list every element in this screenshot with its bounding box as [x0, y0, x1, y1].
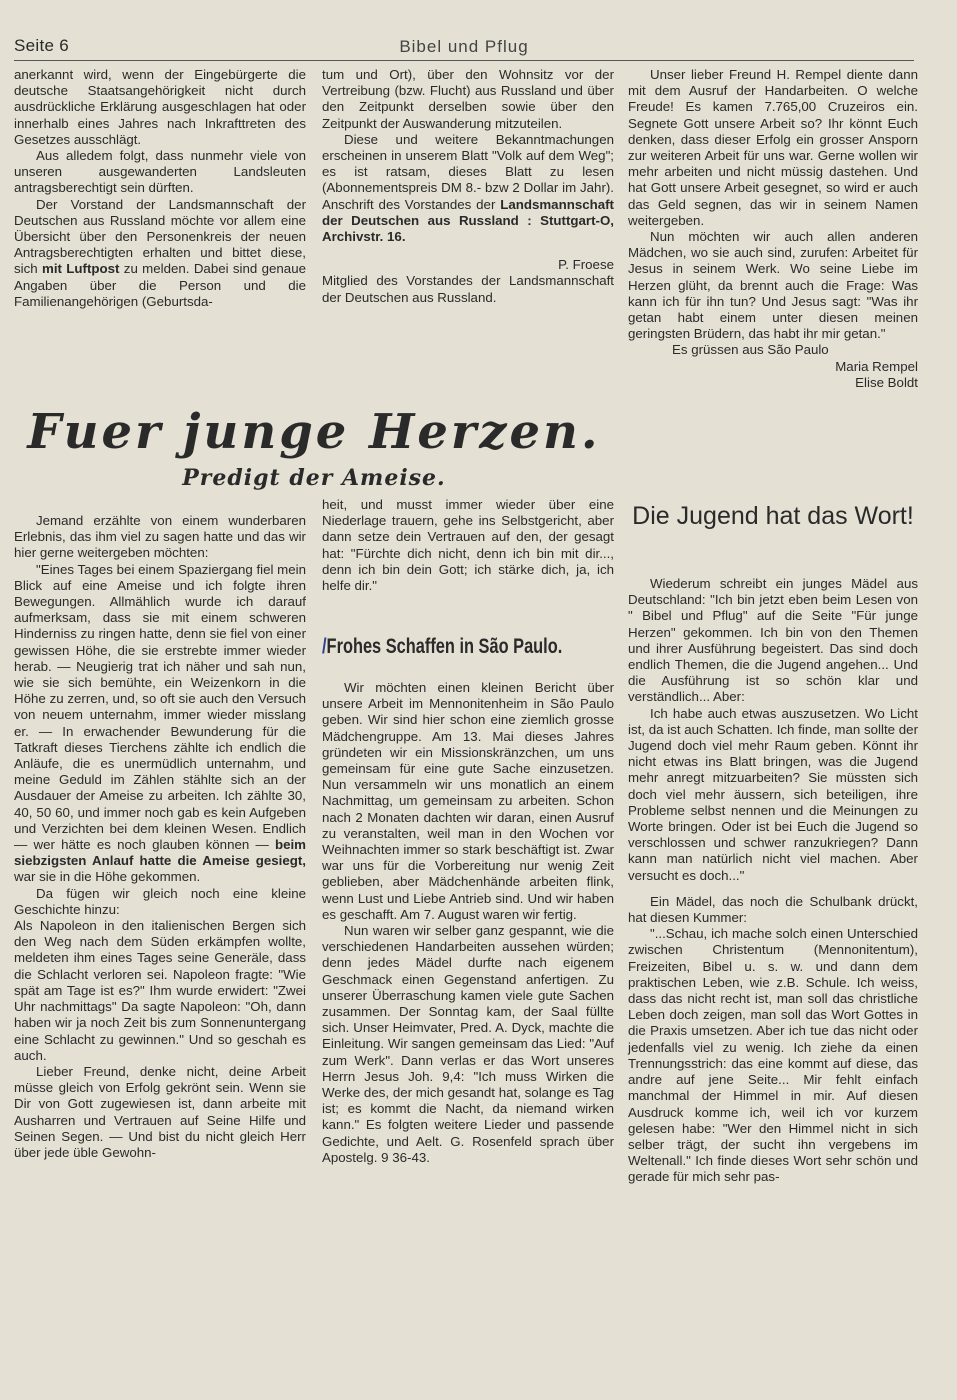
paragraph: Nun waren wir selber ganz gespannt, wie die verschiedenen Handarbeiten aussehen würden; denn jedes Mädel durfte nach eigenem Geschmack einen Gegenstand anfertigen. Zu unserer Überraschung kamen viele gute Sachen zusammen. Der Sonntag kam, der Saal füllte sich. Unser Heimvater, Pred. A. Dyck, machte die Einleitung. Wir sangen gemeinsam das Lied: "Auf zum Werk". Dann verlas er das Wort unseres Herrn Jesus Joh. 9,4: "Ich muss Wirken die Werke des, der mich gesandt hat, solange es Tag ist; es kommt die Nacht, da niemand wirken kann." Es folgten weitere Lieder und passende Gedichte, und Aelt. G. Rosenfeld sprach über Apostelg. 9 36-43.	[322, 923, 614, 1165]
paragraph: Aus alledem folgt, dass nunmehr viele von unseren ausgewanderten Landsleuten antragsberechtigt sein dürften.	[14, 148, 306, 196]
paragraph: Ich habe auch etwas auszusetzen. Wo Licht ist, da ist auch Schatten. Ich finde, man sollte der Jugend doch viel mehr Raum geben. Könnt ihr nicht etwas ins Blatt bringen, was die Jugend mehr anregt mitzuarbeiten? Sie müssten sich doch viel mehr äussern, sich beteiligen, ihre Probleme selbst nennen und die Meinungen zu Worte bringen. Oder ist bei Euch die Jugend so verschlossen und schwer ranzukriegen? Dann kann man natürlich nicht viel machen. Aber versucht es doch..."	[628, 705, 918, 883]
paragraph: Wiederum schreibt ein junges Mädel aus Deutschland: "Ich bin jetzt eben beim Lesen von " Bibel und Pflug" auf die Seite "Für junge Herzen" gekommen. Ich bin von den Themen und ihrer Ausführung begeistert. Das sind doch endlich Themen, die die Jugend angehen... Und die Ausführung ist so schön klar und verständlich... Aber:	[628, 576, 918, 705]
paragraph: Nun möchten wir auch allen anderen Mädchen, wo sie auch sind, zurufen: Arbeitet für Jesus in seinem Werk. Wo seine Liebe im Herzen glüht, da brennt auch die Frage: Was kann ich für ihn tun? Und Jesus sagt: "Was ihr getan habt einem unter diesen meinen geringsten Brüdern, das habt ihr mir getan."	[628, 229, 918, 342]
paragraph: Wir möchten einen kleinen Bericht über unsere Arbeit im Mennonitenheim in São Paulo geben. Wir sind hier schon eine ziemlich grosse Mädchengruppe. Am 13. Mai dieses Jahres gründeten wir ein Missionskränzchen, um uns gemeinsam für eine gute Sache einzusetzen. Nun versammeln wir uns monatlich an einem Nachmittag, um gemeinsam zu arbeiten. Schon nach 2 Monaten dachten wir daran, einen Ausruf zu veranstalten, weil man in den Wochen vor Weihnachten immer so stark beschäftigt ist. Zwar war uns für die Vorbereitung nur wenig Zeit geblieben, aber Mädchenhände arbeiten flink, wenn Lust und Liebe Antrieb sind. Und wir haben es geschafft. Am 7. August waren wir fertig.	[322, 680, 614, 922]
signer-role: Mitglied des Vorstandes der Landsmannschaft der Deutschen aus Russland.	[322, 273, 614, 305]
article-title-frohes: /Frohes Schaffen in São Paulo.	[322, 635, 563, 658]
paragraph: Ein Mädel, das noch die Schulbank drückt, hat diesen Kummer:	[628, 893, 918, 926]
paragraph: anerkannt wird, wenn der Eingebürgerte die deutsche Staatsangehörigkeit nicht durch ausdrückliche Erklärung ausgeschlagen hat oder innerhalb eines Jahres nach Inkrafttreten des Gesetzes ausschlägt.	[14, 67, 306, 147]
column-2-top	[322, 67, 614, 306]
bold-text: mit Luftpost	[42, 261, 120, 277]
section-subtitle: Predigt der Ameise.	[182, 465, 446, 491]
page-header	[14, 36, 914, 61]
paragraph: Da fügen wir gleich noch eine kleine Geschichte hinzu:	[14, 885, 306, 917]
paragraph: Jemand erzählte von einem wunderbaren Erlebnis, das ihm viel zu sagen hatte und das wir hier gerne weitergeben möchten:	[14, 513, 306, 561]
slash-mark: /	[322, 635, 327, 658]
paragraph: Der Vorstand der Landsmannschaft der Deutschen aus Russland möchte vor allem eine Übersicht über den Personenkreis der neuen Antragsberechtigten erhalten und bittet diese, sich mit Luftpost zu melden. Dabei sind genaue Angaben über die Person und die Familienangehörigen (Geburtsda-	[14, 196, 306, 309]
bold-text: beim siebzigsten Anlauf hatte die Ameise gesiegt,	[14, 837, 307, 869]
column-1-ameise	[14, 513, 306, 1161]
column-2-frohes	[322, 680, 614, 1166]
article-title-jugend: Die Jugend hat das Wort!	[632, 502, 914, 530]
signature-2: Elise Boldt	[855, 374, 918, 390]
greeting: Es grüssen aus São Paulo	[672, 342, 829, 358]
paragraph: "...Schau, ich mache solch einen Unterschied zwischen Christentum (Mennonitentum), Freizeiten, Bibel u. s. w. und dann dem praktischen Leben, wie z.B. Schule. Ich weiss, dass das nicht recht ist, man soll das christliche Leben doch zeigen, man soll das Wort Gottes in die Praxis umsetzen. Aber ich tue das nicht oder jedenfalls viel zu wenig. Ich ziehe da einen Trennungsstrich: das eine kommt auf diese, das andre auf jene Seite... Mir fehlt einfach manchmal der Himmel in mir. Auf diesen Ausdruck komme ich, weil ich vor kurzem gelesen habe: "Wer den Himmel nicht in sich selber trägt, der sucht ihn vergebens im Weltenall." Ich finde dieses Wort sehr schön und gerade für mich sehr pas-	[628, 926, 918, 1185]
page-number: Seite 6	[14, 36, 70, 55]
section-title: Fuer junge Herzen.	[27, 404, 601, 460]
paragraph: Als Napoleon in den italienischen Bergen sich den Weg nach dem Süden erkämpfen wollte, meldeten ihm eines Tages seine Generäle, dass die Schlacht verloren sei. Napoleon fragte: "Wie spät am Tage ist es?" Ihm wurde erwidert: "Zwei Uhr nachmittags" Da sagte Napoleon: "Oh, dann haben wir ja noch Zeit bis zum Sonnenuntergang eine Schlacht zu gewinnen." Und so geschah es auch.	[14, 918, 306, 1063]
paragraph: Diese und weitere Bekanntmachungen erscheinen in unserem Blatt "Volk auf dem Weg"; es ist ratsam, dieses Blatt zu lesen (Abonnementspreis DM 8.- bzw 2 Dollar im Jahr). Anschrift des Vorstandes der Landsmannschaft der Deutschen aus Russland : Stuttgart-O, Archivstr. 16.	[322, 131, 614, 245]
paragraph: Lieber Freund, denke nicht, deine Arbeit müsse gleich von Erfolg gekrönt sein. Wenn sie Dir von Gott zugewiesen ist, dann arbeite mit Ausharren und Vertrauen auf Seine Hilfe und Seinen Segen. — Und bist du nicht gleich Herr über jede üble Gewohn-	[14, 1063, 306, 1160]
paragraph: heit, und musst immer wieder über eine Niederlage trauern, gehe ins Selbstgericht, aber dann setze dein Vertrauen auf den, der gesagt hat: "Fürchte dich nicht, denn ich bin mit dir..., denn ich bin dein Gott; ich stärke dich, ja, ich helfe dir."	[322, 497, 614, 594]
column-3-jugend	[628, 576, 918, 1186]
column-2-ameise	[322, 497, 614, 594]
paragraph: Unser lieber Freund H. Rempel diente dann mit dem Ausruf der Handarbeiten. O welche Freude! Es kamen 7.765,00 Cruzeiros ein. Segnete Gott unsere Arbeit so? Ihr könnt Euch denken, dass dieser Erfolg ein grosser Ansporn zur weiteren Arbeit für uns war. Gerne wollen wir mehr arbeiten und nicht müssig dastehen. Und hat Gott unsere Arbeit gesegnet, so wird er auch das Geld segnen, das wir in seinem Namen weitergeben.	[628, 67, 918, 228]
paragraph: tum und Ort), über den Wohnsitz vor der Vertreibung (bzw. Flucht) aus Russland und über den Zeitpunkt derselben sowie über den Zeitpunkt der Auswanderung mitzuteilen.	[322, 67, 614, 131]
address-bold: Landsmannschaft der Deutschen aus Russland : Stuttgart-O, Archivstr. 16.	[322, 196, 614, 245]
signature-1: Maria Rempel	[835, 358, 918, 374]
column-3-top	[628, 67, 918, 391]
column-1-top	[14, 67, 306, 310]
signer-name: P. Froese	[558, 257, 614, 273]
paragraph: "Eines Tages bei einem Spaziergang fiel mein Blick auf eine Ameise und ich folgte ihren Bewegungen. Allmählich wurde ich darauf aufmerksam, dass sie mit einem schweren Hinderniss zu ringen hatte, denn sie fiel von einer gewissen Höhe, die sie erstrebte immer wieder herab. — Neugierig trat ich näher und sah nun, wie sie sich bemühte, ein Weizenkorn in die Höhe zu zerren, und, so oft sie auch den Versuch von neuem unternahm, immer wieder misslang er. — In erwachender Bewunderung für die Tatkraft dieses Tierchens zählte ich endlich die Anläufe, die es unermüdlich unternahm, und meine Geduld im Zählen stählte sich an der Ausdauer der Ameise zu arbeiten. Ich zählte 30, 40, 50 60, und immer noch gab es kein Aufgeben und Verzichten bei dem kleinen Wesen. Endlich — wer hätte es noch glauben können — beim siebzigsten Anlauf hatte die Ameise gesiegt, war sie in die Höhe gekommen.	[14, 561, 307, 885]
publication-title: Bibel und Pflug	[399, 37, 529, 56]
